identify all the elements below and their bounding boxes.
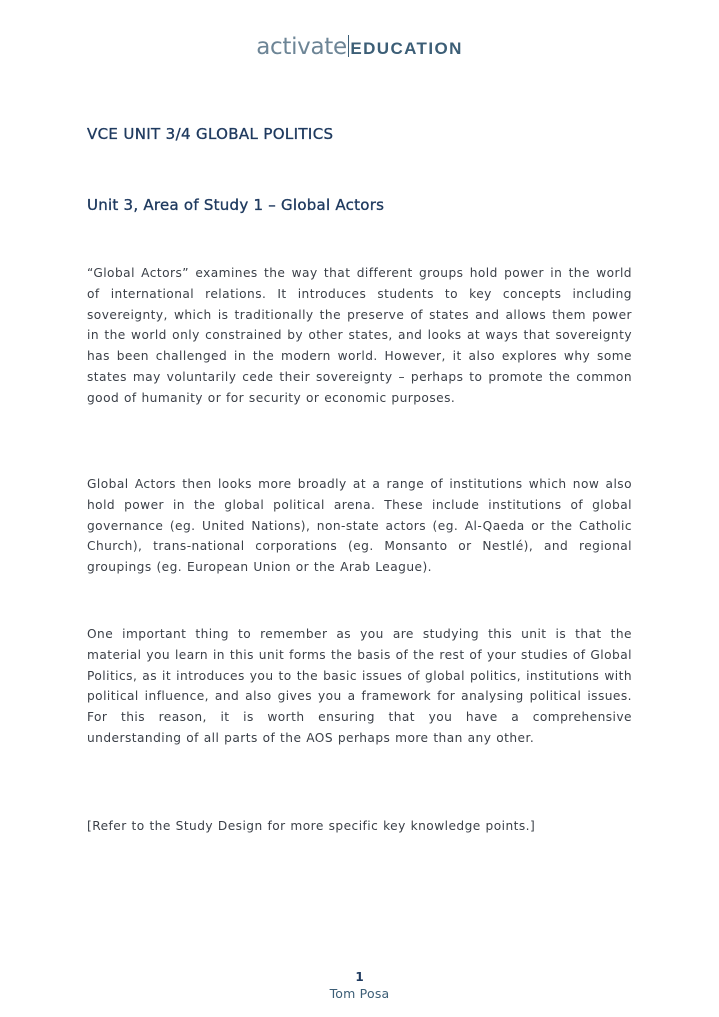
paragraph-importance: One important thing to remember as you are studying this unit is that the material you learn in this unit forms the basis of the rest of your studies of Global Politics, as it introduces you to the basic issues of global politics, institutions with political influence, and also gives you a framework for analysing political issues. For this reason, it is worth ensuring that you have a comprehensive understanding of all parts of the AOS perhaps more than any other. [87, 627, 632, 745]
paragraph-institutions: Global Actors then looks more broadly at a range of institutions which now also hold power in the global political arena. These include institutions of global governance (eg. United Nations), non-state actors (eg. Al-Qaeda or the Catholic Church), trans-national corporations (eg. Monsanto or Nestlé), and regional groupings (eg. European Union or the Arab League). [87, 477, 632, 575]
document-title: VCE UNIT 3/4 GLOBAL POLITICS [87, 125, 334, 143]
footer-author: Tom Posa [329, 986, 390, 1001]
logo-wordmark-education: EDUCATION [350, 39, 463, 58]
paragraph-global-actors-intro: “Global Actors” examines the way that different groups hold power in the world of international relations. It introduces students to key concepts including sovereignty, which is traditionally the preserve of states and allows them power in the world only constrained by other states, and looks at ways that sovereignty has been challenged in the modern world. However, it also explores why some states may voluntarily cede their sovereignty – perhaps to promote the common good of humanity or for security or economic purposes. [87, 266, 632, 405]
activate-education-logo [0, 34, 719, 60]
paragraph-study-design-note: [Refer to the Study Design for more specific key knowledge points.] [87, 819, 536, 833]
document-subtitle: Unit 3, Area of Study 1 – Global Actors [87, 196, 385, 214]
logo-wordmark-activate: activate [256, 34, 347, 60]
page-number: 1 [355, 970, 364, 984]
